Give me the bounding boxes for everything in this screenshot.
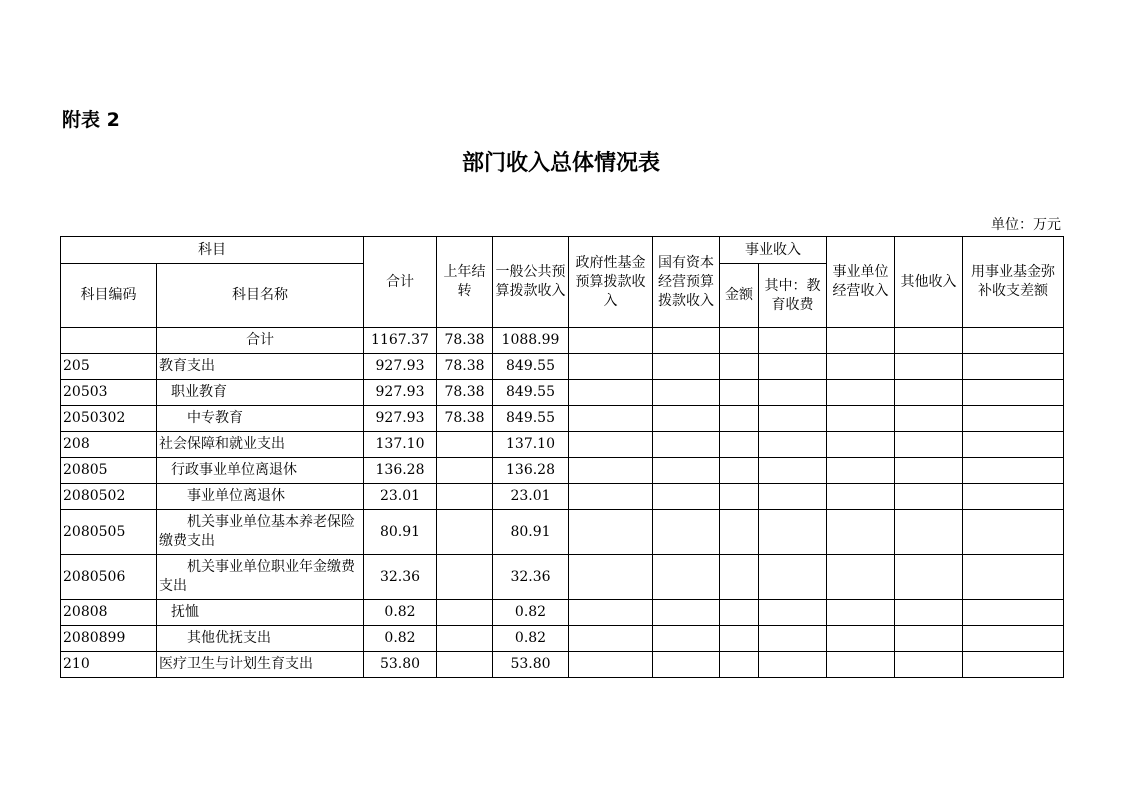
row-name: 职业教育 bbox=[157, 380, 364, 406]
row-carryover bbox=[437, 510, 493, 555]
row-general: 80.91 bbox=[493, 510, 569, 555]
table-row bbox=[61, 510, 1064, 555]
table-row bbox=[61, 380, 1064, 406]
row-carryover bbox=[437, 600, 493, 626]
row-code: 210 bbox=[61, 652, 157, 678]
header-subject-name: 科目名称 bbox=[157, 264, 364, 328]
table-row bbox=[61, 406, 1064, 432]
row-general: 137.10 bbox=[493, 432, 569, 458]
row-code: 20808 bbox=[61, 600, 157, 626]
row-name: 社会保障和就业支出 bbox=[157, 432, 364, 458]
header-subject-code: 科目编码 bbox=[61, 264, 157, 328]
row-name: 医疗卫生与计划生育支出 bbox=[157, 652, 364, 678]
row-general: 849.55 bbox=[493, 406, 569, 432]
header-education-fee: 其中：教育收费 bbox=[759, 264, 827, 328]
row-total: 137.10 bbox=[364, 432, 437, 458]
header-subject: 科目 bbox=[61, 237, 364, 264]
row-name: 教育支出 bbox=[157, 354, 364, 380]
row-general: 849.55 bbox=[493, 354, 569, 380]
row-name: 行政事业单位离退休 bbox=[157, 458, 364, 484]
row-general: 0.82 bbox=[493, 600, 569, 626]
row-total: 32.36 bbox=[364, 555, 437, 600]
row-total: 136.28 bbox=[364, 458, 437, 484]
table-row bbox=[61, 626, 1064, 652]
header-general-public-budget: 一般公共预算拨款收入 bbox=[493, 237, 569, 328]
income-table bbox=[60, 236, 1064, 678]
row-name: 事业单位离退休 bbox=[157, 484, 364, 510]
row-general: 32.36 bbox=[493, 555, 569, 600]
row-total: 0.82 bbox=[364, 626, 437, 652]
row-code: 208 bbox=[61, 432, 157, 458]
row-general: 53.80 bbox=[493, 652, 569, 678]
row-code: 20503 bbox=[61, 380, 157, 406]
row-code: 2080899 bbox=[61, 626, 157, 652]
row-carryover bbox=[437, 652, 493, 678]
row-general: 849.55 bbox=[493, 380, 569, 406]
row-total: 23.01 bbox=[364, 484, 437, 510]
row-name: 其他优抚支出 bbox=[157, 626, 364, 652]
row-name: 中专教育 bbox=[157, 406, 364, 432]
row-total: 927.93 bbox=[364, 380, 437, 406]
row-total: 80.91 bbox=[364, 510, 437, 555]
row-code: 2050302 bbox=[61, 406, 157, 432]
row-code bbox=[61, 328, 157, 354]
header-prev-year-carryover: 上年结转 bbox=[437, 237, 493, 328]
row-name: 抚恤 bbox=[157, 600, 364, 626]
row-general: 1088.99 bbox=[493, 328, 569, 354]
table-row bbox=[61, 432, 1064, 458]
header-fund-supplement: 用事业基金弥补收支差额 bbox=[963, 237, 1064, 328]
row-carryover bbox=[437, 626, 493, 652]
appendix-label: 附表 2 bbox=[62, 109, 120, 131]
row-code: 20805 bbox=[61, 458, 157, 484]
table-row bbox=[61, 652, 1064, 678]
row-carryover bbox=[437, 432, 493, 458]
row-name: 机关事业单位基本养老保险缴费支出 bbox=[157, 510, 364, 555]
header-total: 合计 bbox=[364, 237, 437, 328]
row-carryover bbox=[437, 555, 493, 600]
table-row bbox=[61, 354, 1064, 380]
row-carryover: 78.38 bbox=[437, 406, 493, 432]
row-carryover: 78.38 bbox=[437, 380, 493, 406]
header-amount: 金额 bbox=[720, 264, 759, 328]
table-row bbox=[61, 484, 1064, 510]
row-carryover bbox=[437, 458, 493, 484]
header-business-income: 事业收入 bbox=[720, 237, 827, 264]
row-total: 0.82 bbox=[364, 600, 437, 626]
row-code: 2080502 bbox=[61, 484, 157, 510]
row-total: 927.93 bbox=[364, 406, 437, 432]
row-name: 合计 bbox=[157, 328, 364, 354]
table-row bbox=[61, 328, 1064, 354]
row-total: 1167.37 bbox=[364, 328, 437, 354]
unit-label: 单位：万元 bbox=[991, 217, 1061, 233]
row-total: 53.80 bbox=[364, 652, 437, 678]
row-name: 机关事业单位职业年金缴费支出 bbox=[157, 555, 364, 600]
row-general: 136.28 bbox=[493, 458, 569, 484]
row-general: 23.01 bbox=[493, 484, 569, 510]
row-general: 0.82 bbox=[493, 626, 569, 652]
header-gov-fund-budget: 政府性基金预算拨款收入 bbox=[569, 237, 653, 328]
row-carryover: 78.38 bbox=[437, 328, 493, 354]
row-code: 2080506 bbox=[61, 555, 157, 600]
row-code: 2080505 bbox=[61, 510, 157, 555]
table-row bbox=[61, 600, 1064, 626]
header-state-capital-budget: 国有资本经营预算拨款收入 bbox=[653, 237, 720, 328]
row-total: 927.93 bbox=[364, 354, 437, 380]
header-business-unit-operating: 事业单位经营收入 bbox=[827, 237, 895, 328]
header-other-income: 其他收入 bbox=[895, 237, 963, 328]
table-row bbox=[61, 555, 1064, 600]
page-title: 部门收入总体情况表 bbox=[461, 150, 660, 176]
table-row bbox=[61, 458, 1064, 484]
row-carryover bbox=[437, 484, 493, 510]
row-code: 205 bbox=[61, 354, 157, 380]
row-carryover: 78.38 bbox=[437, 354, 493, 380]
